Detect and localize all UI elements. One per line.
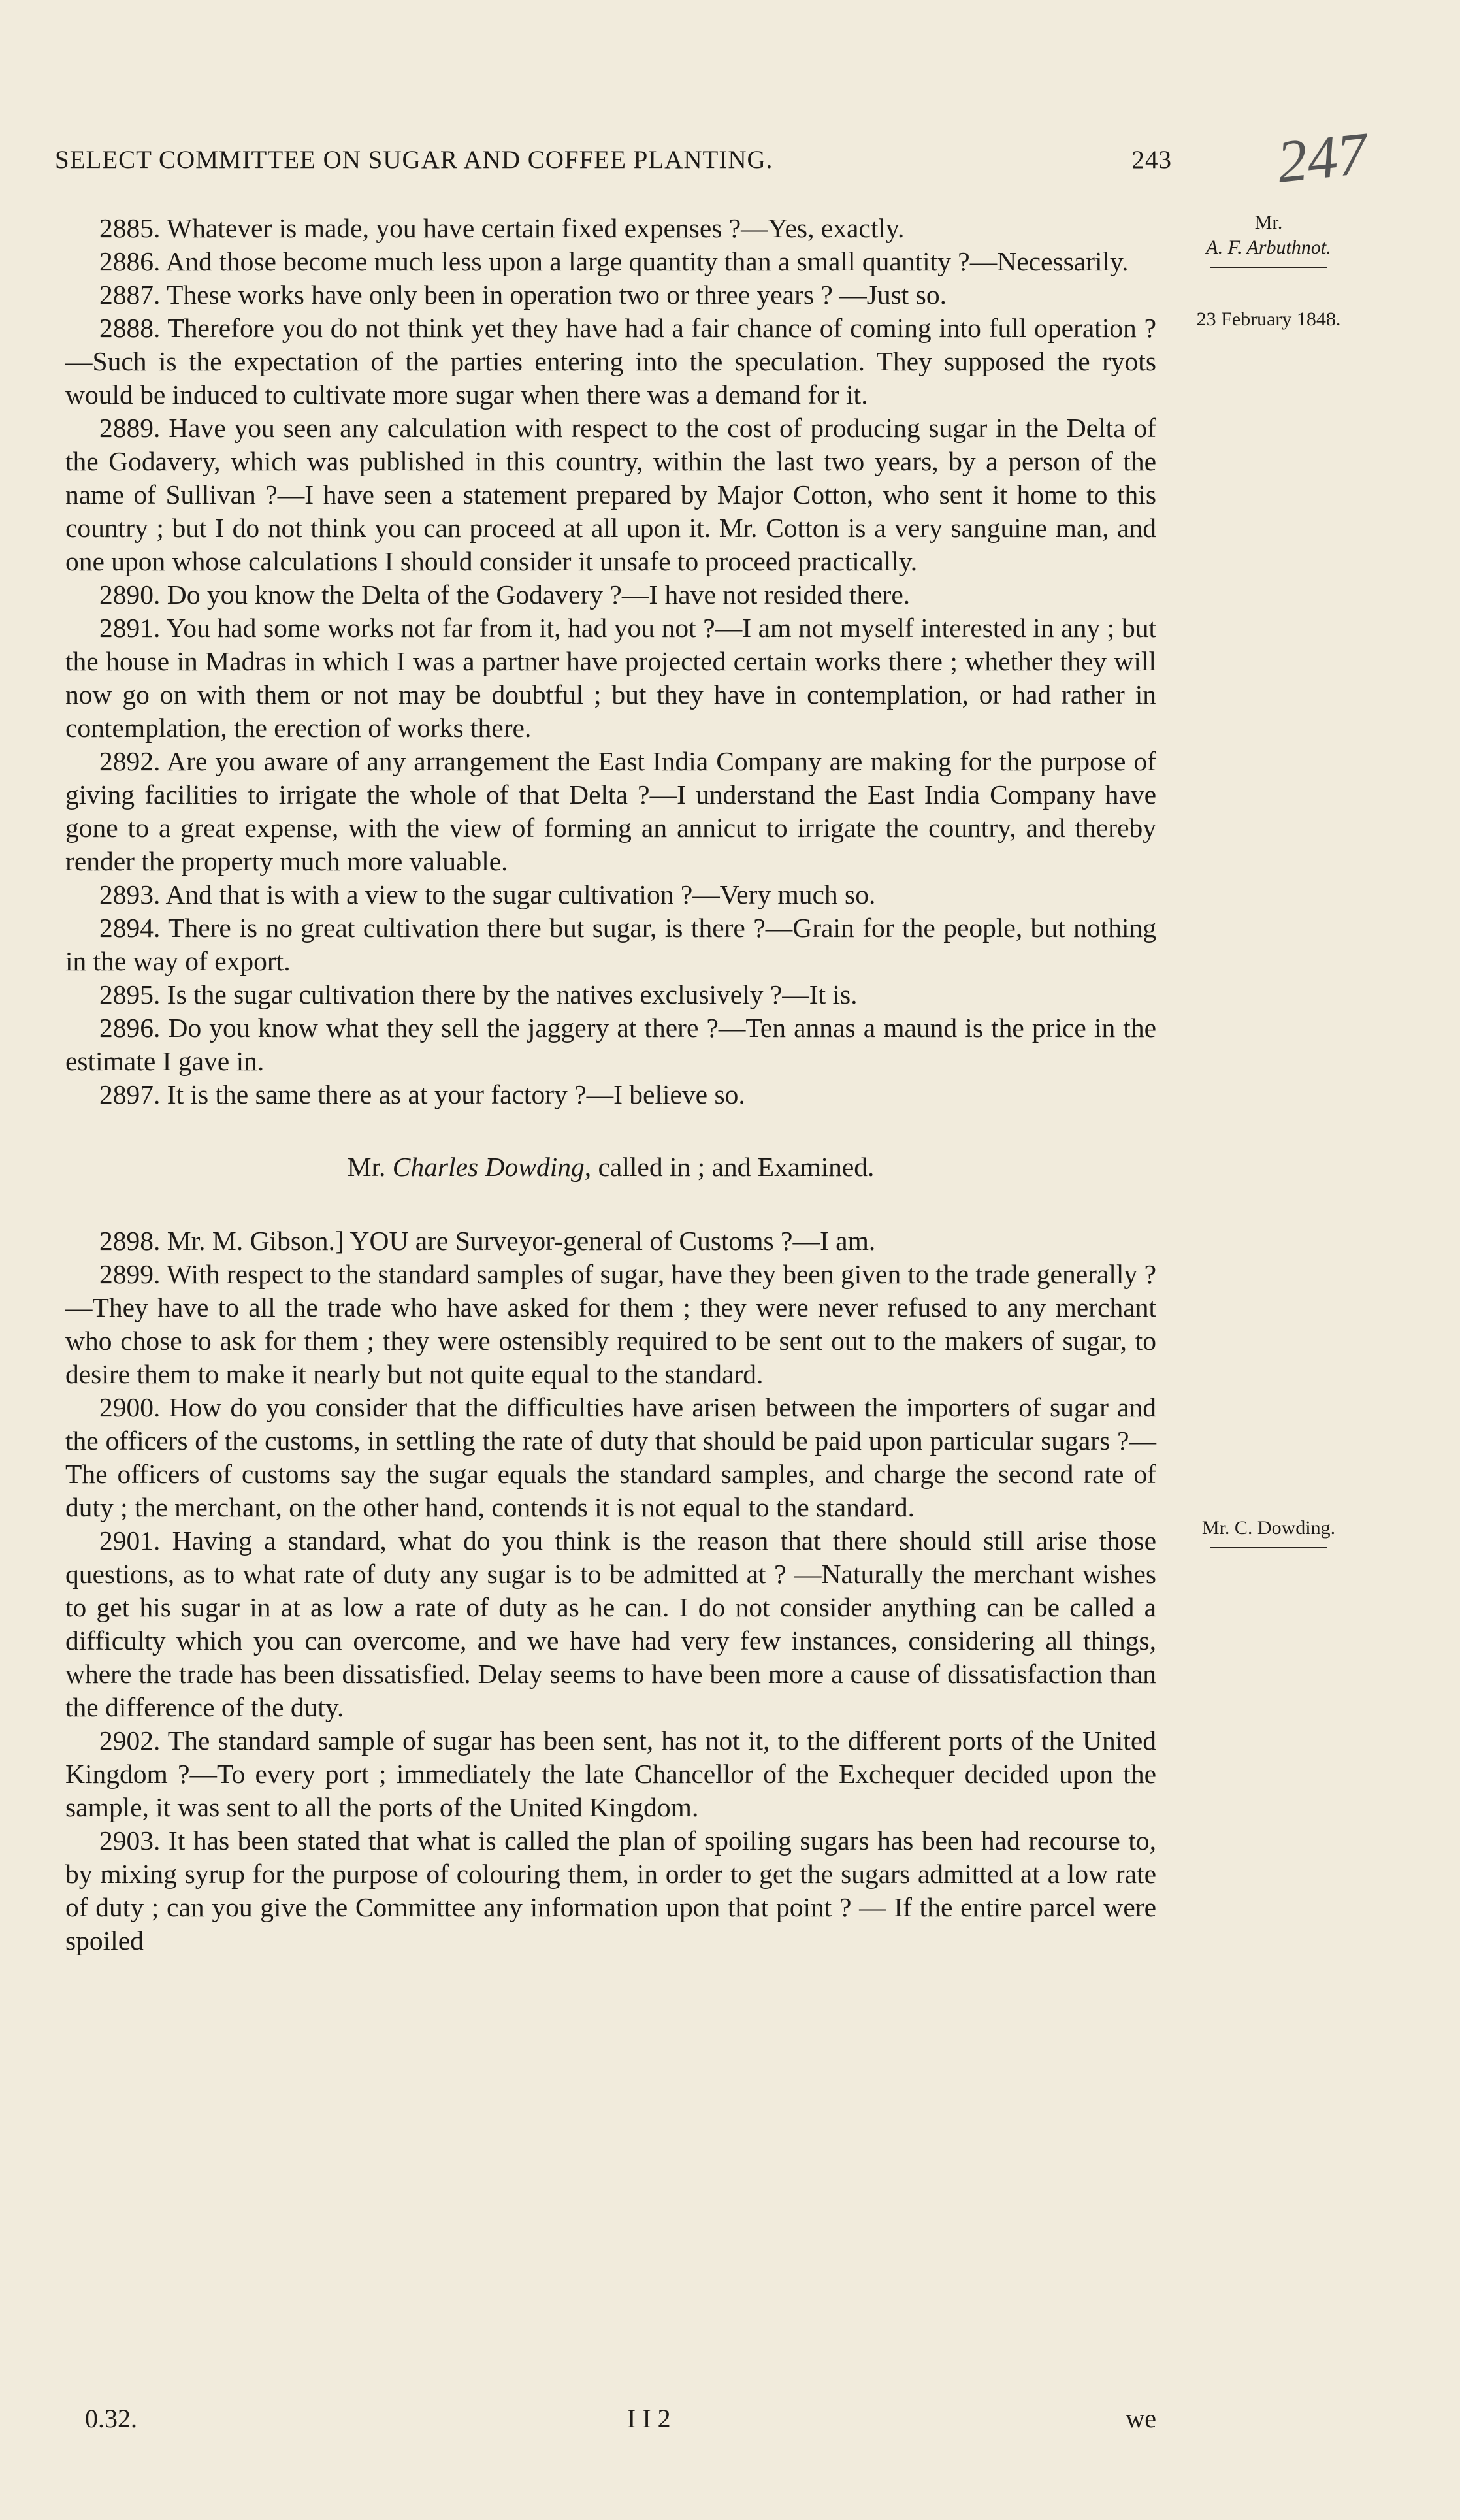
body-text <box>65 212 1156 1957</box>
question-paragraph: 2889. Have you seen any calculation with respect to the cost of producing sugar in the Delta of the Godavery, which was published in this country, within the last two years, by a person of the name of Sullivan ?—I have seen a statement prepared by Major Cotton, who sent it home to this country ; but I do not think you can proceed at all upon it. Mr. Cotton is a very sanguine man, and one upon whose calculations I should consider it unsafe to proceed practically. <box>65 413 1156 576</box>
witness-heading-suffix: , called in ; and Examined. <box>584 1152 875 1182</box>
question-paragraph: 2895. Is the sugar cultivation there by the natives exclusively ?—It is. <box>99 979 858 1009</box>
question-paragraph: 2892. Are you aware of any arrangement the East India Company are making for the purpose of giving facilities to irrigate the whole of that Delta ?—I understand the East India Company have gone to a great expense, with the view of forming an annicut to irrigate the country, and thereby render the property much more valuable. <box>65 746 1156 876</box>
witness-heading-prefix: Mr. <box>347 1152 393 1182</box>
margin-witness-1-name: A. F. Arbuthnot. <box>1206 237 1331 258</box>
question-paragraph: 2885. Whatever is made, you have certain fixed expenses ?—Yes, exactly. <box>99 213 905 243</box>
page-footer <box>85 2403 1156 2434</box>
question-paragraph: 2903. It has been stated that what is called the plan of spoiling sugars has been had recourse to, by mixing syrup for the purpose of colouring them, in order to get the sugars admitted at a low rate of duty ; can you give the Committee any information upon that point ? — If the entire parcel were spoiled <box>65 1825 1156 1955</box>
question-paragraph: 2896. Do you know what they sell the jaggery at there ?—Ten annas a maund is the price in the estimate I gave in. <box>65 1013 1156 1076</box>
running-header <box>55 145 1172 174</box>
footer-catchword: we <box>1126 2404 1156 2433</box>
margin-rule <box>1210 1547 1327 1548</box>
question-paragraph: 2886. And those become much less upon a large quantity than a small quantity ?—Necessarily. <box>99 246 1129 276</box>
question-paragraph: 2888. Therefore you do not think yet they have had a fair chance of coming into full operation ?—Such is the expectation of the parties entering into the speculation. They supposed the ryots would be induced to cultivate more sugar when there was a demand for it. <box>65 313 1156 410</box>
question-paragraph: 2891. You had some works not far from it, had you not ?—I am not myself interested in any ; but the house in Madras in which I was a partner have projected certain works there ; whether they will now go on with them or not may be doubtful ; but they have in contemplation, or had rather in contemplation, the erection of works there. <box>65 613 1156 743</box>
margin-witness-2-name: Mr. C. Dowding. <box>1201 1517 1336 1539</box>
question-paragraph: 2897. It is the same there as at your factory ?—I believe so. <box>99 1079 745 1109</box>
margin-witness-1-title: Mr. <box>1254 212 1283 233</box>
question-paragraph: 2898. Mr. M. Gibson.] YOU are Surveyor-general of Customs ?—I am. <box>99 1226 876 1256</box>
handwritten-folio-number: 247 <box>1274 120 1371 195</box>
margin-witness-2 <box>1171 1516 1367 1548</box>
question-paragraph: 2890. Do you know the Delta of the Godavery ?—I have not resided there. <box>99 580 911 610</box>
witness-heading <box>65 1151 1156 1184</box>
running-title: SELECT COMMITTEE ON SUGAR AND COFFEE PLANTING. <box>55 146 773 174</box>
footer-signature-mark: I I 2 <box>627 2404 671 2433</box>
margin-rule <box>1210 267 1327 268</box>
footer-paper-number: 0.32. <box>85 2404 137 2433</box>
page-number: 243 <box>1131 146 1172 174</box>
question-paragraph: 2899. With respect to the standard samples of sugar, have they been given to the trade generally ?—They have to all the trade who have asked for them ; they were never refused to any merchant who chose to ask for them ; they were ostensibly required to be sent out to the makers of sugar, to desire them to make it nearly but not quite equal to the standard. <box>65 1259 1156 1389</box>
question-paragraph: 2893. And that is with a view to the sugar cultivation ?—Very much so. <box>99 879 876 909</box>
question-paragraph: 2901. Having a standard, what do you think is the reason that there should still arise those questions, as to what rate of duty any sugar is to be admitted at ? —Naturally the merchant wishes to get his sugar in at as low a rate of duty as he can. I do not consider anything can be called a difficulty which you can overcome, and we have had very few instances, considering all things, where the trade has been dissatisfied. Delay seems to have been more a cause of dissatisfaction than the difference of the duty. <box>65 1526 1156 1722</box>
margin-witness-1 <box>1171 210 1367 268</box>
witness-heading-name: Charles Dowding <box>392 1152 585 1182</box>
margin-date: 23 February 1848. <box>1196 308 1341 330</box>
question-paragraph: 2902. The standard sample of sugar has been sent, has not it, to the different ports of the United Kingdom ?—To every port ; immediately the late Chancellor of the Exchequer decided upon the sample, it was sent to all the ports of the United Kingdom. <box>65 1726 1156 1822</box>
question-paragraph: 2894. There is no great cultivation there but sugar, is there ?—Grain for the people, but nothing in the way of export. <box>65 913 1156 976</box>
question-paragraph: 2887. These works have only been in operation two or three years ? —Just so. <box>99 280 947 310</box>
question-paragraph: 2900. How do you consider that the difficulties have arisen between the importers of sugar and the officers of the customs, in settling the rate of duty that should be paid upon particular sugars ?—The officers of customs say the sugar equals the standard samples, and charge the second rate of duty ; the merchant, on the other hand, contends it is not equal to the standard. <box>65 1392 1156 1522</box>
